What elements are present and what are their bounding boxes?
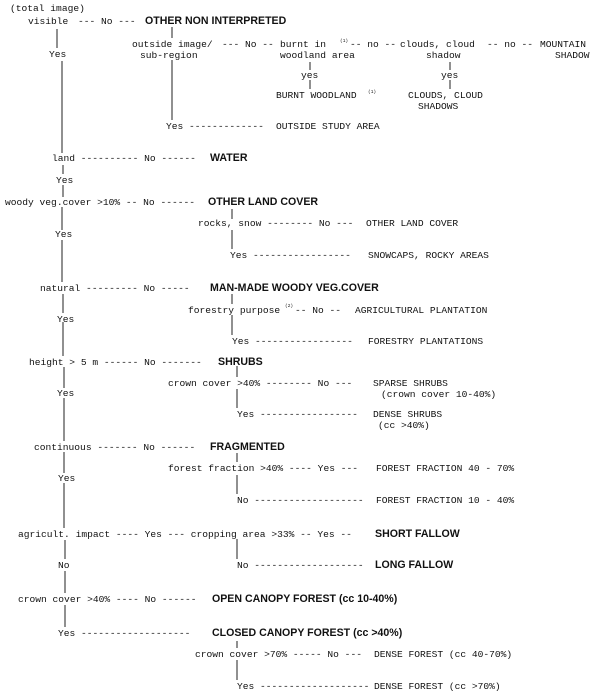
burnt-in-node-line2: woodland area — [280, 50, 355, 61]
cropping-no-connector: No ------------------- — [237, 560, 364, 571]
short-fallow-result: SHORT FALLOW — [375, 528, 460, 540]
other-land-cover-result: OTHER LAND COVER — [366, 218, 459, 229]
continuous-yes: Yes — [58, 473, 76, 484]
height-yes: Yes — [57, 388, 75, 399]
land-node: land ---------- No ------ — [52, 153, 196, 164]
forestry-no-connector: -- No -- — [295, 305, 342, 316]
outside-image-node-line2: sub-region — [140, 50, 198, 61]
forest-fraction-node: forest fraction >40% ---- Yes --- — [168, 463, 358, 474]
crown-cover-40-node: crown cover >40% -------- No --- — [168, 378, 353, 389]
forest-fraction-40-70-result: FOREST FRACTION 40 - 70% — [376, 463, 515, 474]
natural-yes: Yes — [57, 314, 75, 325]
man-made-result: MAN-MADE WOODY VEG.COVER — [210, 282, 379, 294]
clouds-shadows-result: CLOUDS, CLOUD — [408, 90, 483, 101]
clouds-node: clouds, cloud — [400, 39, 475, 50]
crown-70-yes-connector: Yes ------------------- — [237, 681, 370, 692]
rocks-yes-connector: Yes ----------------- — [230, 250, 351, 261]
continuous-node: continuous ------- No ------ — [34, 442, 196, 453]
visible-node: visible — [28, 16, 69, 27]
clouds-shadows-result-line2: SHADOWS — [418, 101, 459, 112]
fragmented-result: FRAGMENTED — [210, 441, 285, 453]
mountain-shadow-result-line2: SHADOW — [555, 50, 590, 61]
outside-study-area-result: OUTSIDE STUDY AREA — [276, 121, 380, 132]
clouds-yes: yes — [441, 70, 459, 81]
rocks-snow-node: rocks, snow -------- No --- — [198, 218, 354, 229]
water-result: WATER — [210, 152, 248, 164]
burnt-in-node: burnt in — [280, 39, 327, 50]
clouds-no-connector: -- no -- — [487, 39, 534, 50]
outside-no-connector: --- No -- — [222, 39, 274, 50]
forestry-purpose-node: forestry purpose — [188, 305, 281, 316]
crown-cover-main-node: crown cover >40% ---- No ------ — [18, 594, 197, 605]
forest-fraction-no-connector: No ------------------- — [237, 495, 364, 506]
crown-yes-connector: Yes ----------------- — [237, 409, 358, 420]
other-land-cover-bold-result: OTHER LAND COVER — [208, 196, 319, 208]
footnote-marker: (1) — [340, 39, 349, 44]
visible-yes: Yes — [49, 49, 67, 60]
crown-cover-70-node: crown cover >70% ----- No --- — [195, 649, 362, 660]
agricultural-plantation-result: AGRICULTURAL PLANTATION — [355, 305, 488, 316]
clouds-node-line2: shadow — [426, 50, 461, 61]
sparse-shrubs-result-line2: (crown cover 10-40%) — [381, 389, 497, 400]
dense-forest-70-result: DENSE FOREST (cc >70%) — [374, 681, 501, 692]
dense-shrubs-result-line2: (cc >40%) — [378, 420, 430, 431]
burnt-woodland-result: BURNT WOODLAND — [276, 90, 357, 101]
height-node: height > 5 m ------ No ------- — [29, 357, 202, 368]
land-yes: Yes — [56, 175, 74, 186]
footnote-marker: (1) — [368, 90, 377, 95]
forestry-yes-connector: Yes ----------------- — [232, 336, 353, 347]
agricult-no: No — [58, 560, 70, 571]
forest-fraction-10-40-result: FOREST FRACTION 10 - 40% — [376, 495, 515, 506]
forestry-plantations-result: FORESTRY PLANTATIONS — [368, 336, 484, 347]
mountain-shadow-result: MOUNTAIN — [540, 39, 587, 50]
crown-main-yes-connector: Yes ------------------- — [58, 628, 191, 639]
long-fallow-result: LONG FALLOW — [375, 559, 454, 571]
dense-forest-40-70-result: DENSE FOREST (cc 40-70%) — [374, 649, 513, 660]
agricult-impact-node: agricult. impact ---- Yes --- cropping area >33% -- Yes -- — [18, 529, 352, 540]
woody-yes: Yes — [55, 229, 73, 240]
shrubs-result: SHRUBS — [218, 356, 263, 368]
footnote-marker: (2) — [285, 304, 294, 309]
burnt-no-connector: -- no -- — [350, 39, 397, 50]
open-canopy-result: OPEN CANOPY FOREST (cc 10-40%) — [212, 593, 398, 605]
woody-veg-node: woody veg.cover >10% -- No ------ — [5, 197, 195, 208]
natural-node: natural --------- No ----- — [40, 283, 190, 294]
other-non-interpreted: OTHER NON INTERPRETED — [145, 15, 287, 27]
total-image-label: (total image) — [10, 3, 85, 14]
closed-canopy-result: CLOSED CANOPY FOREST (cc >40%) — [212, 627, 403, 639]
burnt-yes: yes — [301, 70, 319, 81]
outside-image-node: outside image/ — [132, 39, 213, 50]
outside-yes-connector: Yes ------------- — [166, 121, 264, 132]
sparse-shrubs-result: SPARSE SHRUBS — [373, 378, 448, 389]
dense-shrubs-result: DENSE SHRUBS — [373, 409, 443, 420]
snowcaps-result: SNOWCAPS, ROCKY AREAS — [368, 250, 489, 261]
visible-no-connector: --- No --- — [78, 16, 136, 27]
